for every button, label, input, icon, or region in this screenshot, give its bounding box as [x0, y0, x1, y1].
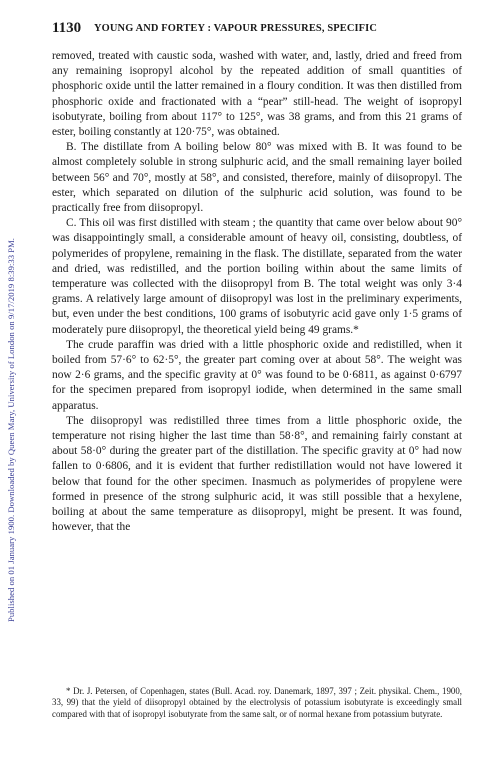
provenance-text: Published on 01 January 1900. Downloaded by Queen Mary, University of London on 9/17/2019 8:39:33 PM.: [6, 237, 16, 623]
paragraph: The diisopropyl was redistilled three times from a little phosphoric oxide, the temperature not rising higher the last time than 58·8°, and remaining fairly constant at about 58·0° during the greater part of the distillation. The specific gravity at 0° had now fallen to 0·6806, and it is evident that further redistillation would not have lowered it below that found for the other specimen. Inasmuch as polymerides of propylene were formed in presence of the strong sulphuric acid, it was still possible that a hexylene, boiling at about the same temperature as diisopropyl, might be present. It was found, however, that the: [52, 414, 462, 534]
page-number: 1130: [52, 20, 82, 36]
paragraph: The crude paraffin was dried with a little phosphoric oxide and redistilled, when it boiled from 57·6° to 62·5°, the greater part coming over at about 58°. The weight was now 2·6 grams, and the specific gravity at 0° was found to be 0·6811, as against 0·6797 for the specimen prepared from isopropyl iodide, when determined in the same small apparatus.: [52, 338, 462, 412]
body-text: [52, 49, 462, 536]
footnote: * Dr. J. Petersen, of Copenhagen, states (Bull. Acad. roy. Danemark, 1897, 397 ; Zeit. physikal. Chem., 1900, 33, 99) that the yield of diisopropyl obtained by the electrolysis of potassium isobutyrate is exceedingly small compared with that of isopropyl isobutyrate from the same salt, or of normal hexane from potassium butyrate.: [52, 686, 462, 719]
running-head: YOUNG AND FORTEY : VAPOUR PRESSURES, SPECIFIC: [94, 23, 378, 34]
footnotes: [52, 686, 462, 720]
paragraph: C. This oil was first distilled with steam ; the quantity that came over below about 90° was disappointingly small, a considerable amount of heavy oil, consisting, doubtless, of polymerides of propylene, remaining in the flask. The distillate, separated from the water and dried, was redistilled, and the portion boiling within about the same limits of temperature was collected with the diisopropyl from B. The total weight was only 3·4 grams. A relatively large amount of diisopropyl was lost in the preliminary experiments, but, even under the best conditions, 100 grams of isobutyric acid gave only 1·5 grams of moderately pure diisopropyl, the theoretical yield being 49 grams.*: [52, 217, 462, 336]
paragraph: B. The distillate from A boiling below 80° was mixed with B. It was found to be almost completely soluble in strong sulphuric acid, and the small remaining layer boiled between 56° and 70°, mostly at 58°, and consisted, therefore, mainly of diisopropyl. The ester, which separated on dilution of the sulphuric acid solution, was found to be practically free from diisopropyl.: [52, 141, 462, 215]
provenance-sidebar: [0, 0, 22, 768]
page-header: [52, 20, 464, 42]
paragraph: removed, treated with caustic soda, washed with water, and, lastly, dried and freed from any remaining isopropyl alcohol by the repeated addition of small quantities of phosphoric oxide until the latter remained in a floury condition. It was then distilled from phosphoric oxide and fractionated with a “pear” still-head. The weight of isopropyl isobutyrate, boiling from about 117° to 125°, was 38 grams, and from this 21 grams of ester, boiling constantly at 120·75°, was obtained.: [52, 50, 462, 139]
